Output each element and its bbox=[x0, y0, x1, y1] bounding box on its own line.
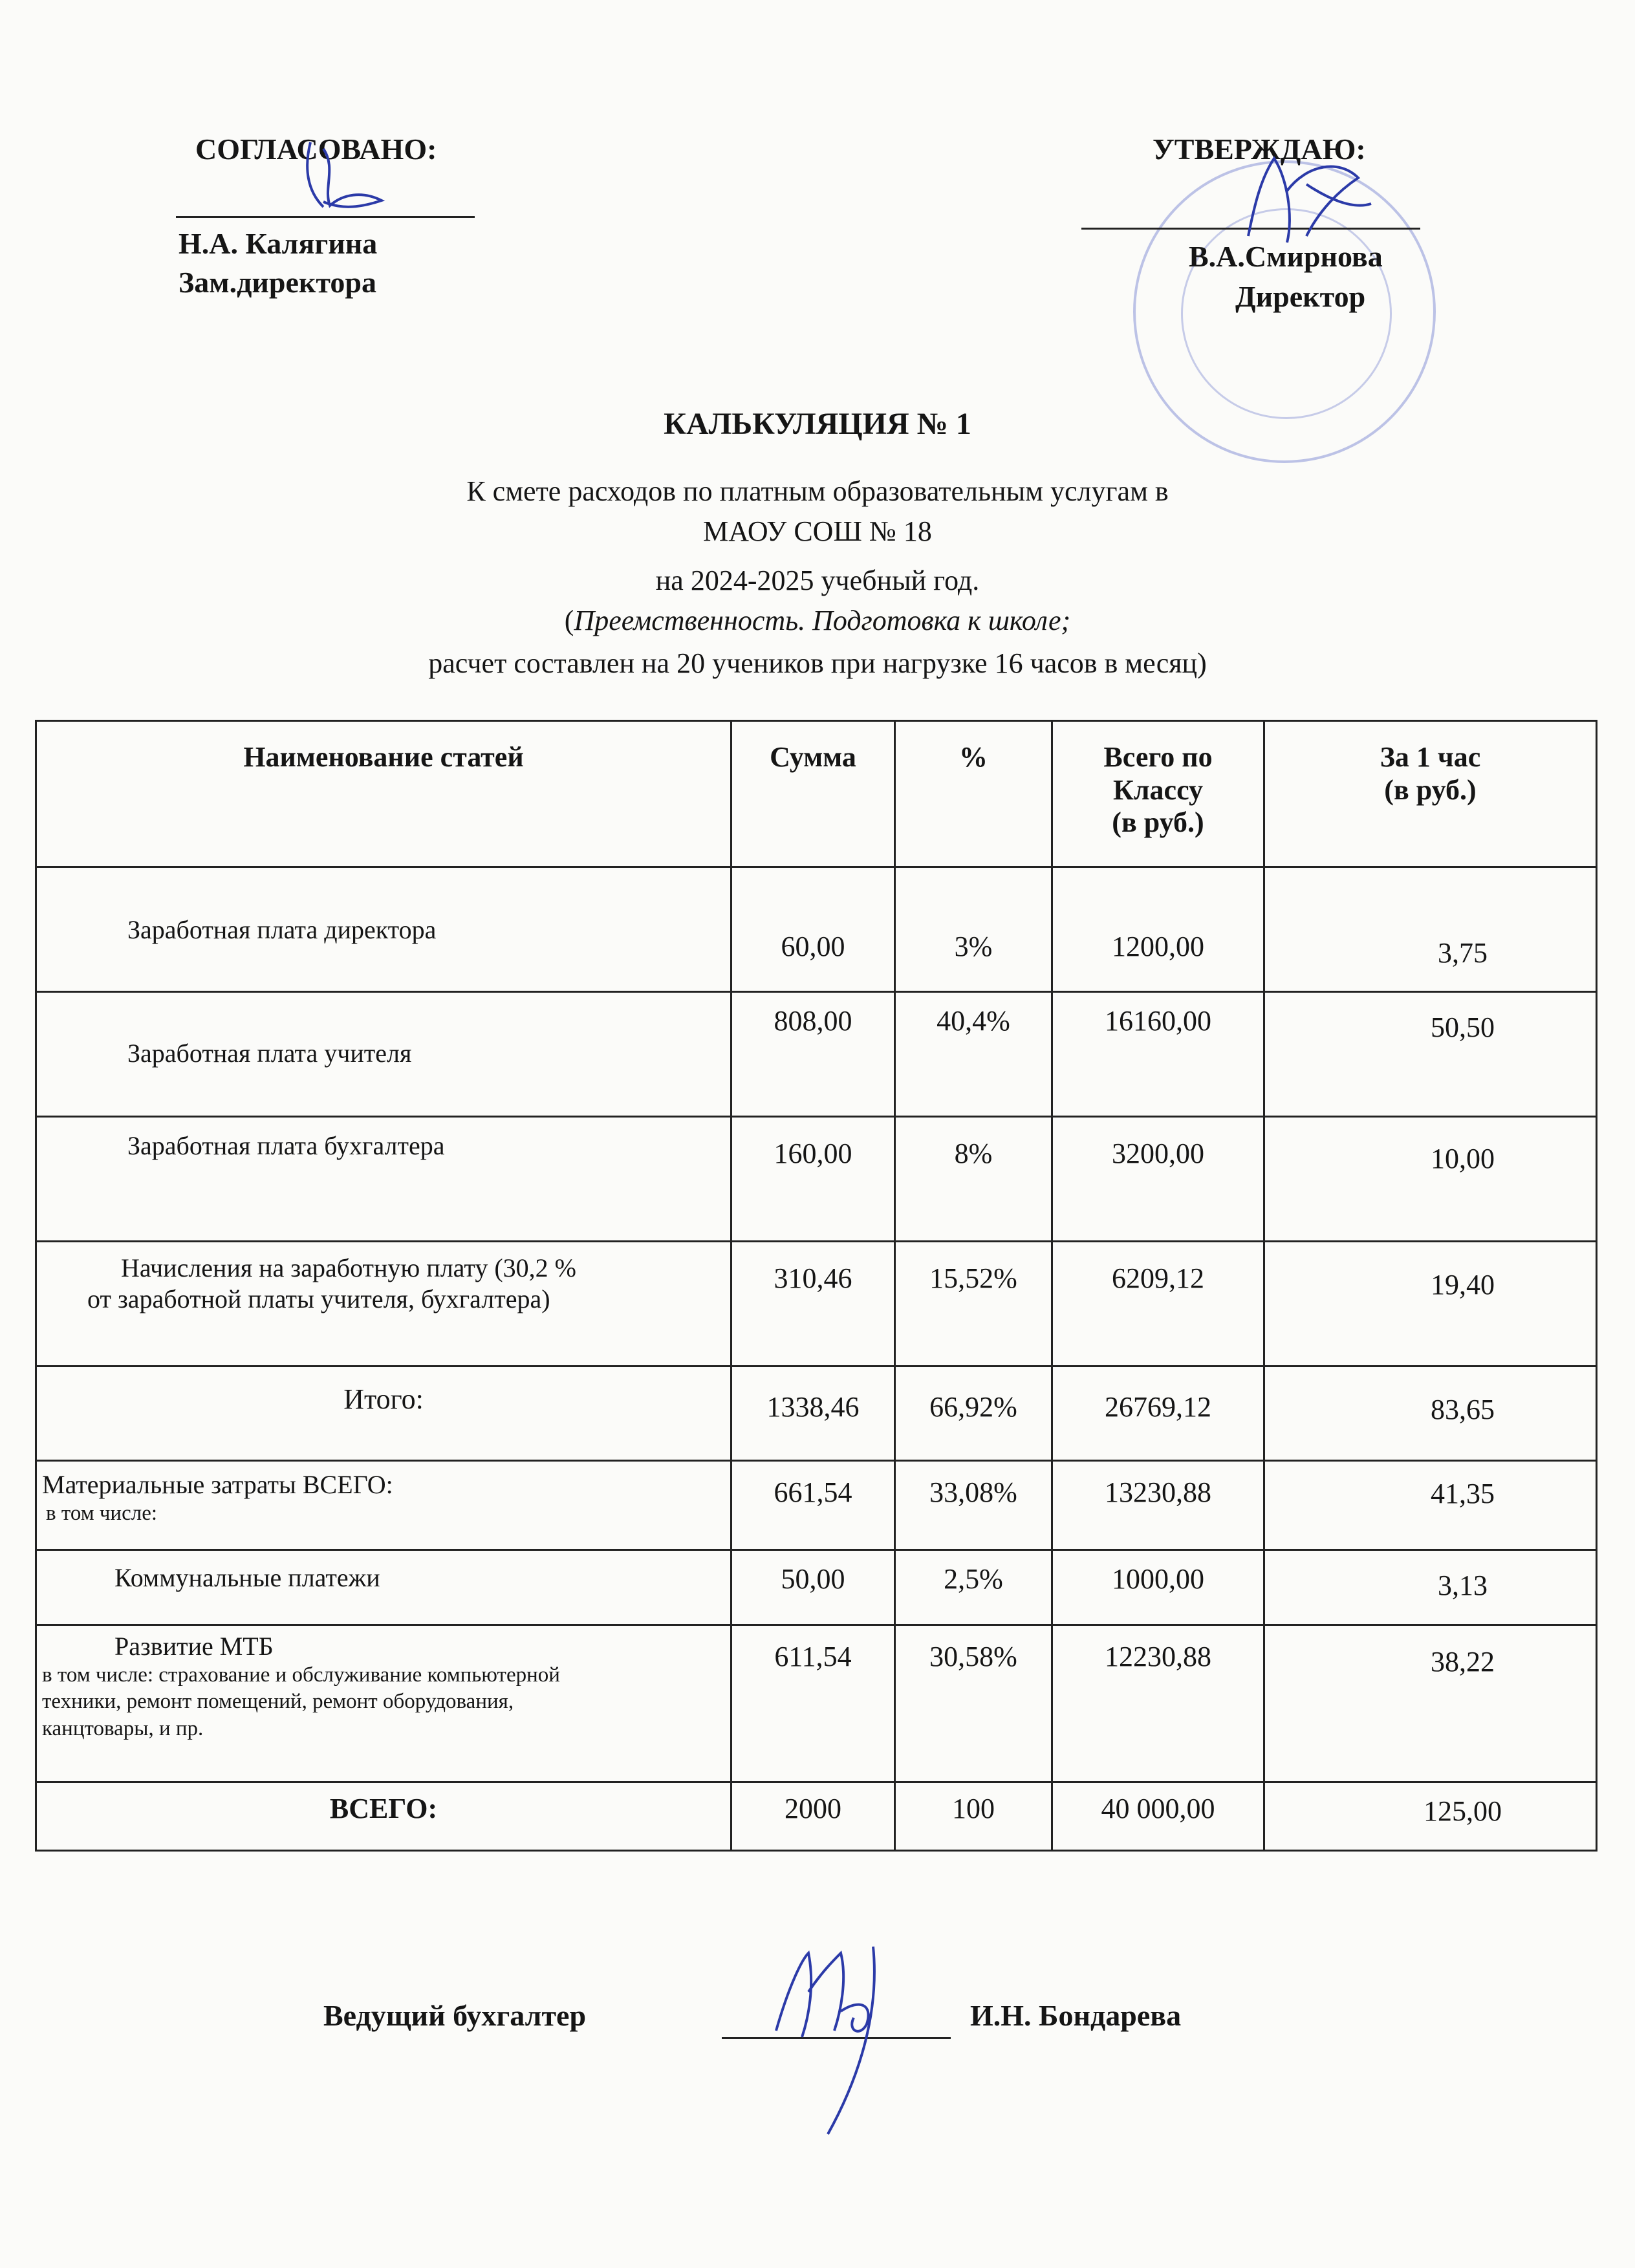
row-sum: 50,00 bbox=[781, 1563, 845, 1595]
row-note: в том числе: bbox=[46, 1502, 158, 1525]
row-sum: 160,00 bbox=[774, 1138, 852, 1169]
col-header-total: Всего по Классу (в руб.) bbox=[1052, 721, 1264, 867]
subtitle-line-1: К смете расходов по платным образовательным услугам в bbox=[466, 475, 1169, 507]
row-note: в том числе: страхование и обслуживание компьютерной техники, ремонт помещений, ремонт оборудования, канцтовары, и пр. bbox=[42, 1663, 560, 1740]
row-name: Заработная плата бухгалтера bbox=[127, 1131, 445, 1160]
row-pct: 3% bbox=[954, 931, 993, 962]
row-name: Начисления на заработную плату (30,2 % от заработной платы учителя, бухгалтера) bbox=[87, 1253, 576, 1313]
row-sum: 1338,46 bbox=[766, 1391, 860, 1423]
row-total: 12230,88 bbox=[1105, 1641, 1211, 1672]
row-sum: 661,54 bbox=[774, 1476, 852, 1508]
col-header-per-hour: За 1 час (в руб.) bbox=[1264, 721, 1597, 867]
row-pct: 2,5% bbox=[944, 1563, 1003, 1595]
table-row bbox=[36, 867, 1597, 992]
table-row-total bbox=[36, 1782, 1597, 1851]
row-per-hour: 3,75 bbox=[1438, 937, 1488, 969]
row-pct: 66,92% bbox=[929, 1391, 1017, 1423]
col-header-pct: % bbox=[895, 721, 1052, 867]
table-row bbox=[36, 1625, 1597, 1782]
footer-position: Ведущий бухгалтер bbox=[323, 1999, 587, 2032]
row-total: 1000,00 bbox=[1112, 1563, 1204, 1595]
row-total: 13230,88 bbox=[1105, 1476, 1211, 1508]
footer-signer-name: И.Н. Бондарева bbox=[970, 1999, 1182, 2032]
row-name: ВСЕГО: bbox=[329, 1793, 438, 1824]
subtitle-line-2: МАОУ СОШ № 18 bbox=[703, 515, 932, 547]
approval-left-label: СОГЛАСОВАНО: bbox=[195, 133, 437, 166]
table-row bbox=[36, 1461, 1597, 1550]
subtitle-line-5: расчет составлен на 20 учеников при нагрузке 16 часов в месяц) bbox=[428, 647, 1207, 679]
row-name: Заработная плата директора bbox=[127, 915, 437, 944]
row-name: Коммунальные платежи bbox=[114, 1563, 380, 1592]
col-header-name: Наименование статей bbox=[36, 721, 731, 867]
subtitle-line-4: (Преемственность. Подготовка к школе; bbox=[564, 605, 1071, 636]
right-signer-position: Директор bbox=[1235, 280, 1366, 313]
left-signature bbox=[285, 129, 407, 226]
col-header-sum: Сумма bbox=[731, 721, 895, 867]
row-total: 3200,00 bbox=[1112, 1138, 1204, 1169]
row-name: Итого: bbox=[343, 1383, 424, 1415]
row-per-hour: 50,50 bbox=[1431, 1011, 1495, 1043]
row-pct: 30,58% bbox=[929, 1641, 1017, 1672]
table-row-subtotal bbox=[36, 1366, 1597, 1461]
document-title: КАЛЬКУЛЯЦИЯ № 1 bbox=[664, 407, 971, 441]
row-per-hour: 3,13 bbox=[1438, 1570, 1488, 1601]
left-signer-position: Зам.директора bbox=[179, 266, 376, 299]
row-total: 6209,12 bbox=[1112, 1262, 1204, 1294]
row-per-hour: 83,65 bbox=[1431, 1394, 1495, 1425]
footer-signature bbox=[763, 1934, 931, 2141]
row-total: 16160,00 bbox=[1105, 1005, 1211, 1037]
subtitle-line-3: на 2024-2025 учебный год. bbox=[655, 565, 980, 596]
approval-right-label: УТВЕРЖДАЮ: bbox=[1153, 133, 1366, 166]
row-name: Заработная плата учителя bbox=[127, 1039, 412, 1068]
row-total: 40 000,00 bbox=[1101, 1793, 1215, 1824]
row-sum: 611,54 bbox=[774, 1641, 852, 1672]
row-sum: 808,00 bbox=[774, 1005, 852, 1037]
row-per-hour: 10,00 bbox=[1431, 1143, 1495, 1174]
row-per-hour: 41,35 bbox=[1431, 1478, 1495, 1509]
row-total: 1200,00 bbox=[1112, 931, 1204, 962]
row-pct: 40,4% bbox=[937, 1005, 1010, 1037]
calculation-table bbox=[35, 720, 1597, 1852]
row-pct: 100 bbox=[952, 1793, 995, 1824]
row-sum: 2000 bbox=[785, 1793, 841, 1824]
row-pct: 15,52% bbox=[929, 1262, 1017, 1294]
row-total: 26769,12 bbox=[1105, 1391, 1211, 1423]
row-sum: 310,46 bbox=[774, 1262, 852, 1294]
row-per-hour: 125,00 bbox=[1424, 1795, 1502, 1827]
row-sum: 60,00 bbox=[781, 931, 845, 962]
left-signer-name: Н.А. Калягина bbox=[179, 227, 378, 260]
table-row bbox=[36, 992, 1597, 1117]
row-per-hour: 19,40 bbox=[1431, 1269, 1495, 1301]
table-header-row bbox=[36, 721, 1597, 867]
row-pct: 33,08% bbox=[929, 1476, 1017, 1508]
row-name: Развитие МТБ bbox=[114, 1632, 274, 1661]
right-signer-name: В.А.Смирнова bbox=[1189, 240, 1383, 273]
program-name: Преемственность. Подготовка к школе; bbox=[574, 605, 1071, 636]
row-pct: 8% bbox=[954, 1138, 993, 1169]
row-name: Материальные затраты ВСЕГО: bbox=[42, 1470, 393, 1499]
table-row bbox=[36, 1117, 1597, 1242]
table-row bbox=[36, 1242, 1597, 1366]
table-row bbox=[36, 1550, 1597, 1625]
row-per-hour: 38,22 bbox=[1431, 1646, 1495, 1678]
